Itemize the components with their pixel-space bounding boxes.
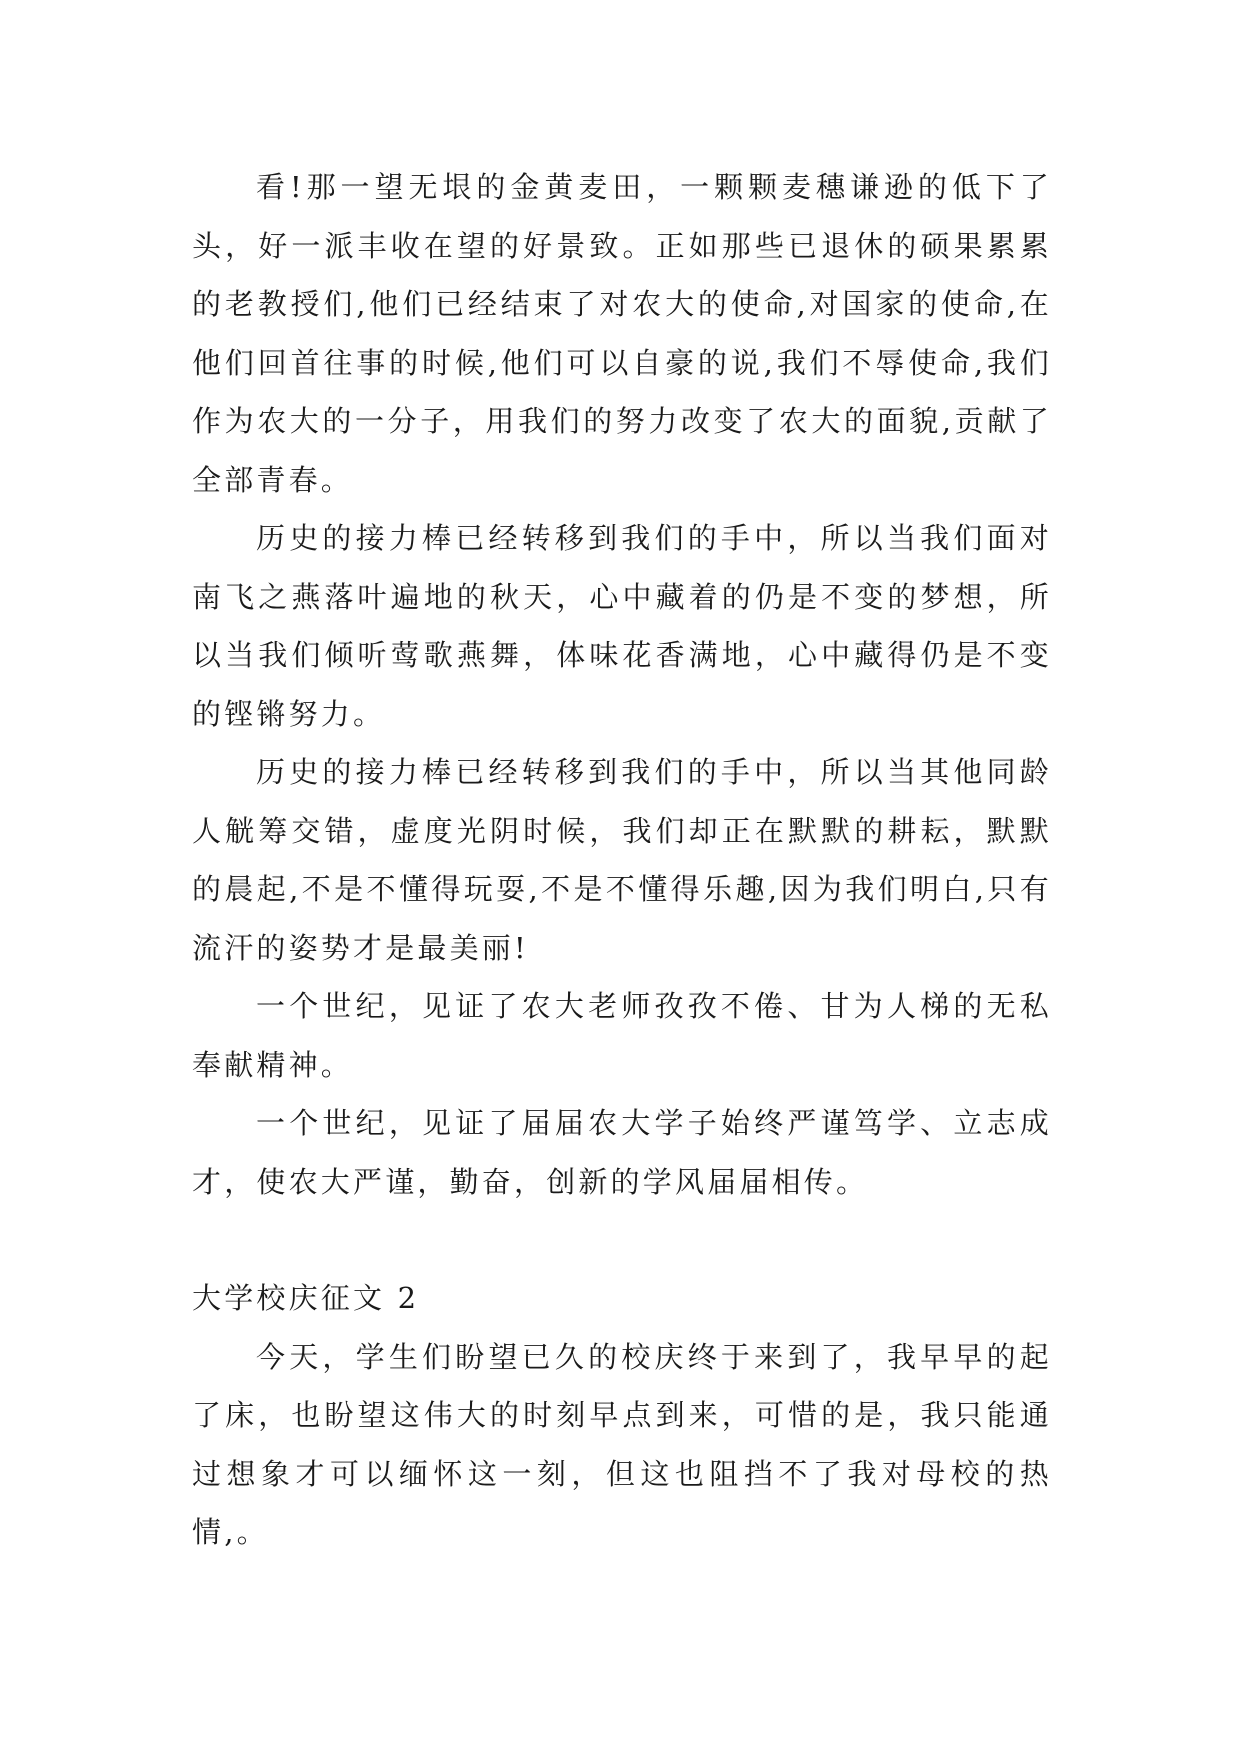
paragraph: 历史的接力棒已经转移到我们的手中，所以当其他同龄人觥筹交错，虚度光阴时候，我们却正在默默的耕耘，默默的晨起,不是不懂得玩耍,不是不懂得乐趣,因为我们明白,只有流汗的姿势才是最美丽! xyxy=(192,755,1052,965)
section-heading: 大学校庆征文 2 xyxy=(192,1281,420,1315)
paragraph: 一个世纪，见证了农大老师孜孜不倦、甘为人梯的无私奉献精神。 xyxy=(192,989,1052,1082)
document-body xyxy=(192,158,1052,1562)
paragraph: 看!那一望无垠的金黄麦田，一颗颗麦穗谦逊的低下了头，好一派丰收在望的好景致。正如那些已退休的硕果累累的老教授们,他们已经结束了对农大的使命,对国家的使命,在他们回首往事的时候,他们可以自豪的说,我们不辱使命,我们作为农大的一分子，用我们的努力改变了农大的面貌,贡献了全部青春。 xyxy=(192,170,1052,497)
paragraph: 一个世纪，见证了届届农大学子始终严谨笃学、立志成才，使农大严谨，勤奋，创新的学风届届相传。 xyxy=(192,1106,1052,1199)
paragraph: 历史的接力棒已经转移到我们的手中，所以当我们面对南飞之燕落叶遍地的秋天，心中藏着的仍是不变的梦想，所以当我们倾听莺歌燕舞，体味花香满地，心中藏得仍是不变的铿锵努力。 xyxy=(192,521,1052,731)
paragraph: 今天，学生们盼望已久的校庆终于来到了，我早早的起了床，也盼望这伟大的时刻早点到来，可惜的是，我只能通过想象才可以缅怀这一刻，但这也阻挡不了我对母校的热情,。 xyxy=(192,1339,1052,1549)
